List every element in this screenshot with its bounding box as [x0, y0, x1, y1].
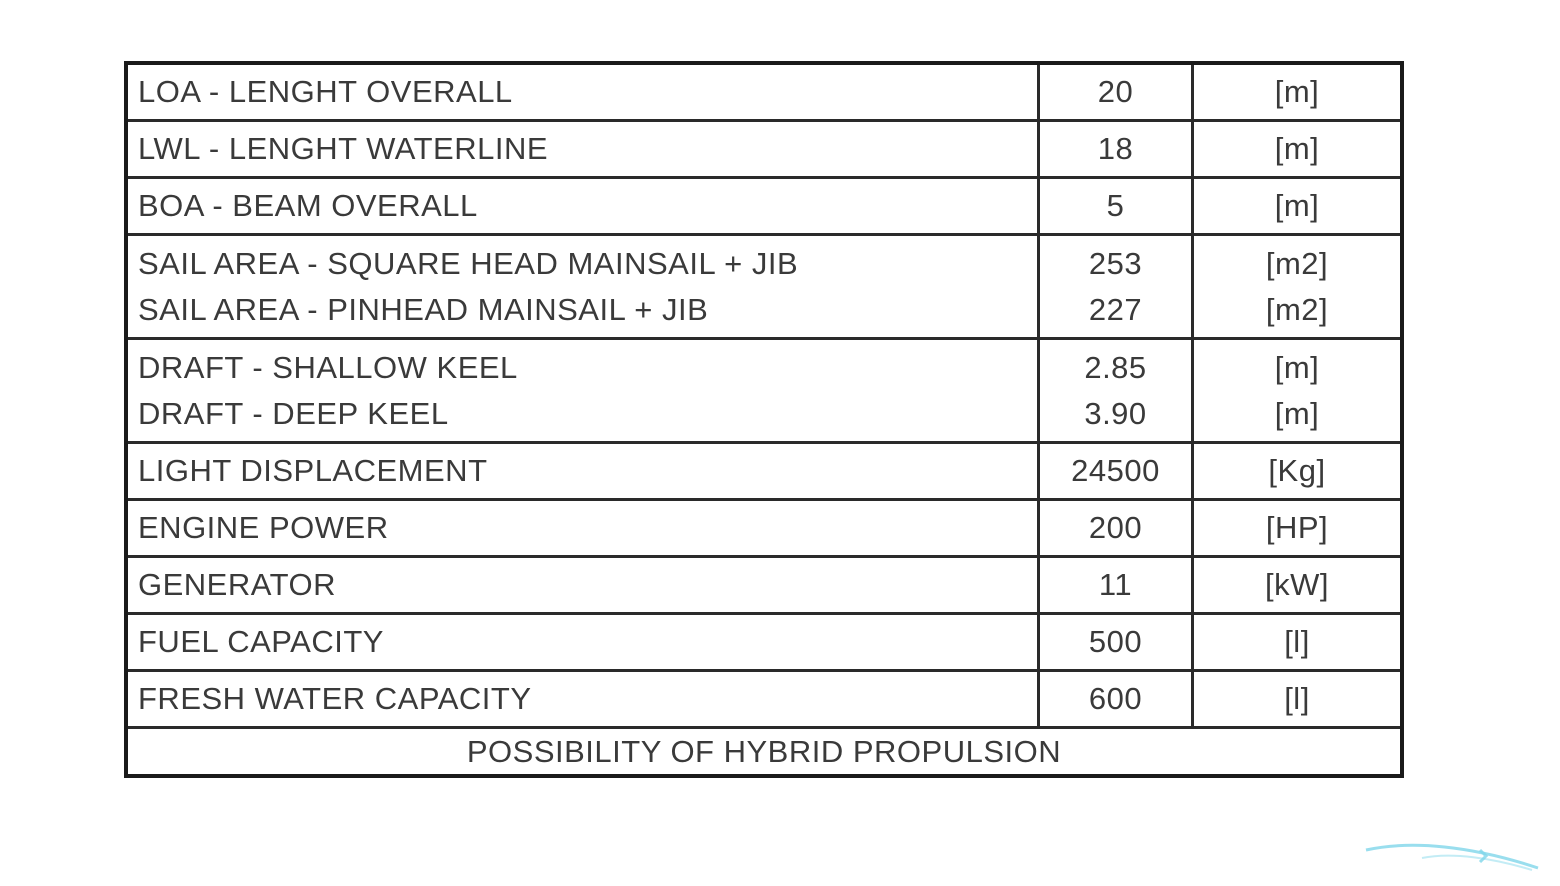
spec-label: LIGHT DISPLACEMENT	[138, 453, 488, 488]
spec-unit: [m]	[1274, 395, 1320, 431]
spec-unit: [kW]	[1265, 567, 1329, 602]
table-row-generator	[128, 558, 1400, 615]
spec-unit: [l]	[1284, 624, 1310, 659]
table-row-fuel-capacity	[128, 615, 1400, 672]
spec-unit: [Kg]	[1268, 453, 1326, 488]
spec-unit: [m2]	[1265, 245, 1329, 281]
spec-unit: [m2]	[1265, 291, 1329, 327]
spec-value: 20	[1097, 74, 1134, 109]
table-row-displacement	[128, 444, 1400, 501]
spec-unit: [l]	[1284, 681, 1310, 716]
spec-value: 18	[1097, 131, 1134, 166]
specifications-table	[124, 61, 1404, 778]
spec-value: 200	[1088, 510, 1143, 545]
table-row-lwl	[128, 122, 1400, 179]
spec-label: ENGINE POWER	[138, 510, 389, 545]
watermark-logo-icon	[1362, 840, 1542, 880]
table-row-sail-area	[128, 236, 1400, 340]
spec-unit: [m]	[1274, 188, 1320, 223]
table-row-engine-power	[128, 501, 1400, 558]
spec-value: 11	[1098, 567, 1133, 602]
spec-label: SAIL AREA - SQUARE HEAD MAINSAIL + JIB	[138, 245, 799, 281]
spec-value: 2.85	[1084, 349, 1147, 385]
spec-label: DRAFT - SHALLOW KEEL	[138, 349, 518, 385]
spec-label: DRAFT - DEEP KEEL	[138, 395, 449, 431]
spec-unit: [m]	[1274, 349, 1320, 385]
spec-value: 24500	[1071, 453, 1160, 488]
spec-unit: [HP]	[1265, 510, 1329, 545]
spec-label: GENERATOR	[138, 567, 336, 602]
spec-label: FRESH WATER CAPACITY	[138, 681, 532, 716]
spec-unit: [m]	[1274, 131, 1320, 166]
spec-value: 500	[1088, 624, 1143, 659]
spec-label: BOA - BEAM OVERALL	[138, 188, 478, 223]
hybrid-propulsion-note: POSSIBILITY OF HYBRID PROPULSION	[466, 733, 1062, 769]
spec-label: LWL - LENGHT WATERLINE	[138, 131, 549, 166]
table-footer-row	[128, 729, 1400, 774]
spec-value: 3.90	[1084, 395, 1147, 431]
table-row-draft	[128, 340, 1400, 444]
spec-label: LOA - LENGHT OVERALL	[138, 74, 513, 109]
spec-value: 600	[1088, 681, 1143, 716]
spec-unit: [m]	[1274, 74, 1320, 109]
spec-value: 253	[1088, 245, 1143, 281]
table-row-boa	[128, 179, 1400, 236]
spec-label: SAIL AREA - PINHEAD MAINSAIL + JIB	[138, 291, 709, 327]
spec-value: 227	[1088, 291, 1143, 327]
table-row-loa	[128, 65, 1400, 122]
spec-value: 5	[1106, 188, 1125, 223]
table-row-fresh-water	[128, 672, 1400, 729]
spec-label: FUEL CAPACITY	[138, 624, 384, 659]
